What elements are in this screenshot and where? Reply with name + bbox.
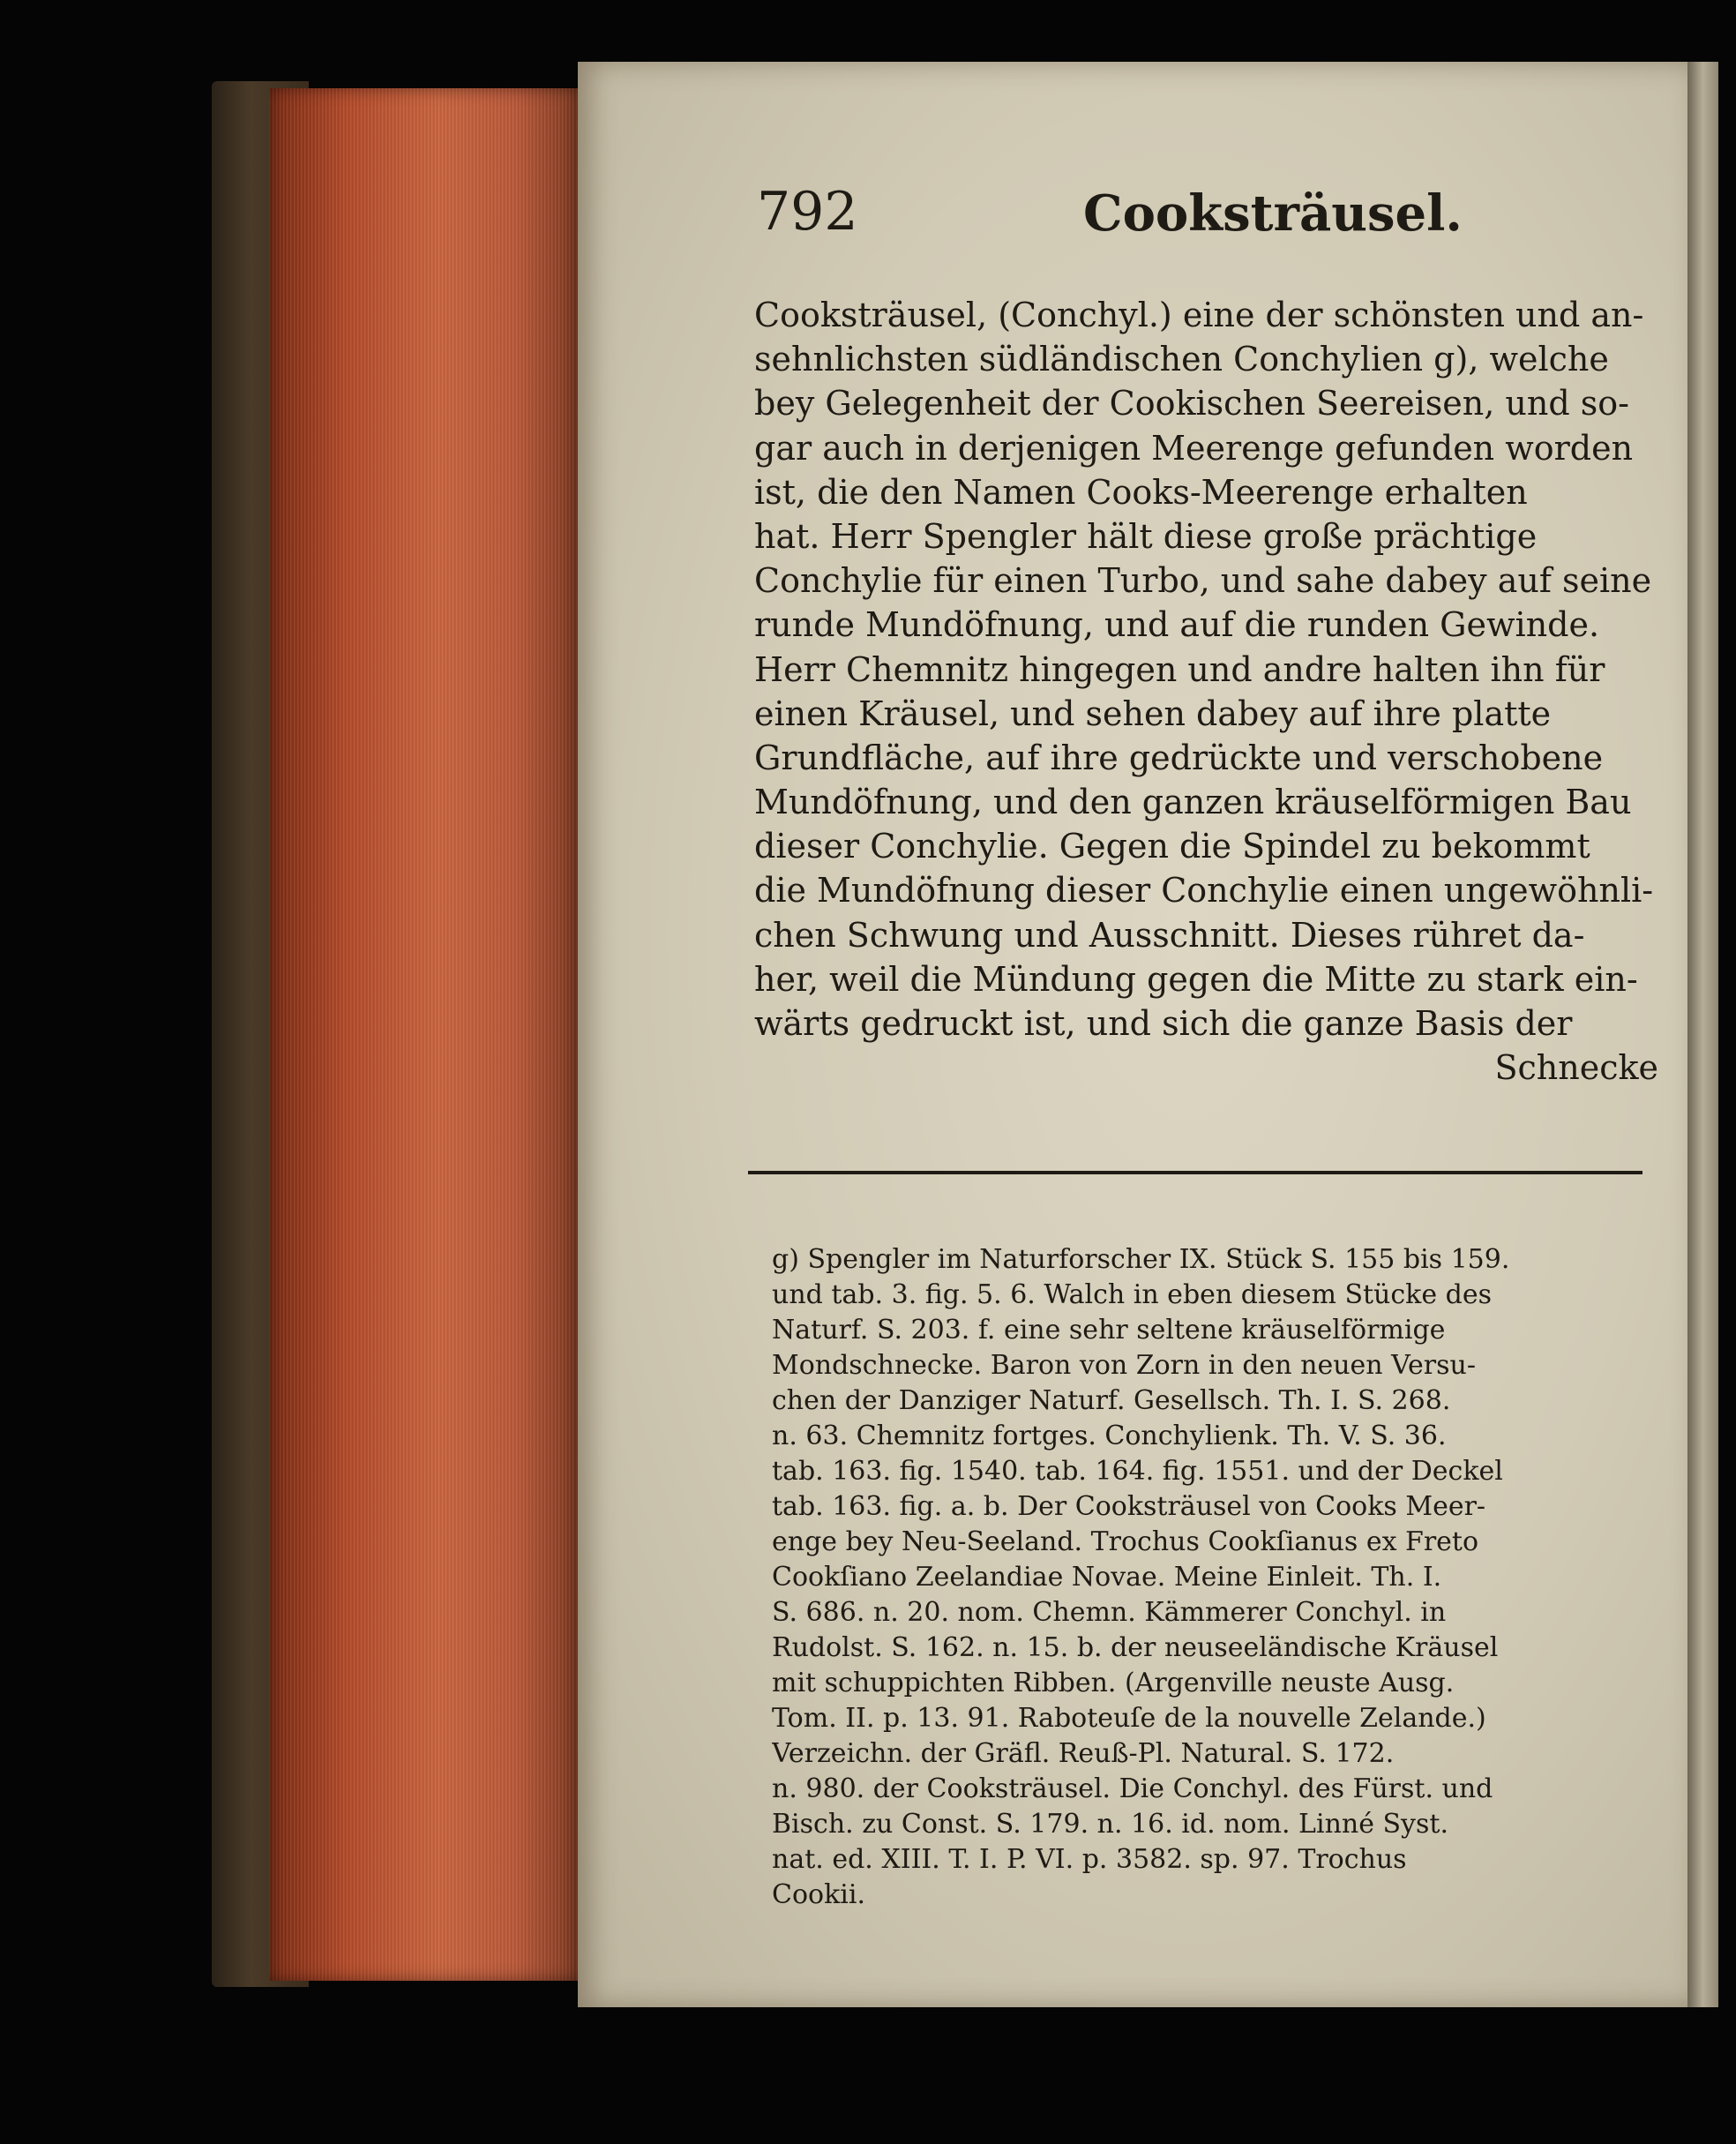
text-line: einen Kräusel, und sehen dabey auf ihre platte [754, 693, 1552, 733]
running-title: Cooksträusel. [1083, 184, 1463, 243]
footnote-line: S. 686. n. 20. nom. Chemn. Kämmerer Conchyl. in [772, 1597, 1447, 1628]
catchword: Schnecke [1494, 1048, 1658, 1088]
text-line: chen Schwung und Ausschnitt. Dieses rühret da- [754, 915, 1585, 955]
footnote-line: tab. 163. fig. 1540. tab. 164. fig. 1551. und der Deckel [772, 1456, 1503, 1487]
footnote-line: chen der Danziger Naturf. Gesellsch. Th. I. S. 268. [772, 1385, 1451, 1416]
text-line: hat. Herr Spengler hält diese große prächtige [754, 516, 1538, 556]
text-line: runde Mundöfnung, und auf die runden Gewinde. [754, 605, 1600, 645]
footnote-line: mit schuppichten Ribben. (Argenville neuste Ausg. [772, 1668, 1455, 1698]
text-line: her, weil die Mündung gegen die Mitte zu stark ein- [754, 959, 1638, 999]
text-line: Grundfläche, auf ihre gedrückte und verschobene [754, 738, 1604, 777]
page-block-edge [269, 88, 578, 1981]
footnote-line: Verzeichn. der Gräfl. Reuß-Pl. Natural. S. 172. [772, 1738, 1395, 1769]
main-text [754, 293, 1658, 1090]
footnote-line: n. 63. Chemnitz fortges. Conchylienk. Th. V. S. 36. [772, 1421, 1447, 1451]
footnote-divider [748, 1171, 1642, 1174]
text-line: die Mundöfnung dieser Conchylie einen ungewöhnli- [754, 871, 1654, 911]
text-line: gar auch in derjenigen Meerenge gefunden worden [754, 428, 1634, 468]
footnote-line: nat. ed. XIII. T. I. P. VI. p. 3582. sp. 97. Trochus [772, 1844, 1407, 1875]
text-line: Mundöfnung, und den ganzen kräuselförmigen Bau [754, 783, 1632, 822]
footnote-line: Mondschnecke. Baron von Zorn in den neuen Versu- [772, 1350, 1477, 1381]
footnote-line: Naturf. S. 203. f. eine sehr seltene kräuselförmige [772, 1315, 1446, 1346]
footnote-line: Cookſiano Zeelandiae Novae. Meine Einleit. Th. I. [772, 1562, 1442, 1593]
footnote-line: Cookii. [772, 1879, 865, 1910]
text-line: sehnlichsten südländischen Conchylien g), welche [754, 340, 1609, 379]
footnote-line: Bisch. zu Const. S. 179. n. 16. id. nom. Linné Syst. [772, 1809, 1448, 1840]
text-line: dieser Conchylie. Gegen die Spindel zu bekommt [754, 827, 1590, 866]
footnote-line: Tom. II. p. 13. 91. Raboteuſe de la nouvelle Zelande.) [772, 1703, 1486, 1734]
footnote-line: und tab. 3. fig. 5. 6. Walch in eben diesem Stücke des [772, 1279, 1492, 1310]
text-line: wärts gedruckt ist, und sich die ganze Basis der [754, 1004, 1573, 1043]
footnote-block [772, 1242, 1658, 1913]
facing-page-edge [1687, 62, 1718, 2007]
text-line: bey Gelegenheit der Cookischen Seereisen, und so- [754, 384, 1629, 424]
text-line: Herr Chemnitz hingegen und andre halten ihn für [754, 649, 1605, 689]
footnote-line: enge bey Neu-Seeland. Trochus Cookſianus ex Freto [772, 1526, 1479, 1557]
footnote-line: g) Spengler im Naturforscher IX. Stück S. 155 bis 159. [772, 1244, 1510, 1275]
footnote-line: Rudolst. S. 162. n. 15. b. der neuseeländische Kräusel [772, 1632, 1499, 1663]
text-line: Conchylie für einen Turbo, und sahe dabey auf seine [754, 561, 1652, 601]
footnote-line: tab. 163. fig. a. b. Der Cooksträusel von Cooks Meer- [772, 1491, 1486, 1522]
page-header [757, 181, 1657, 260]
text-line: Cooksträusel, (Conchyl.) eine der schönsten und an- [754, 296, 1644, 334]
page-number: 792 [757, 181, 858, 243]
footnote-line: n. 980. der Cooksträusel. Die Conchyl. des Fürst. und [772, 1773, 1493, 1804]
text-line: ist, die den Namen Cooks-Meerenge erhalten [754, 472, 1528, 512]
